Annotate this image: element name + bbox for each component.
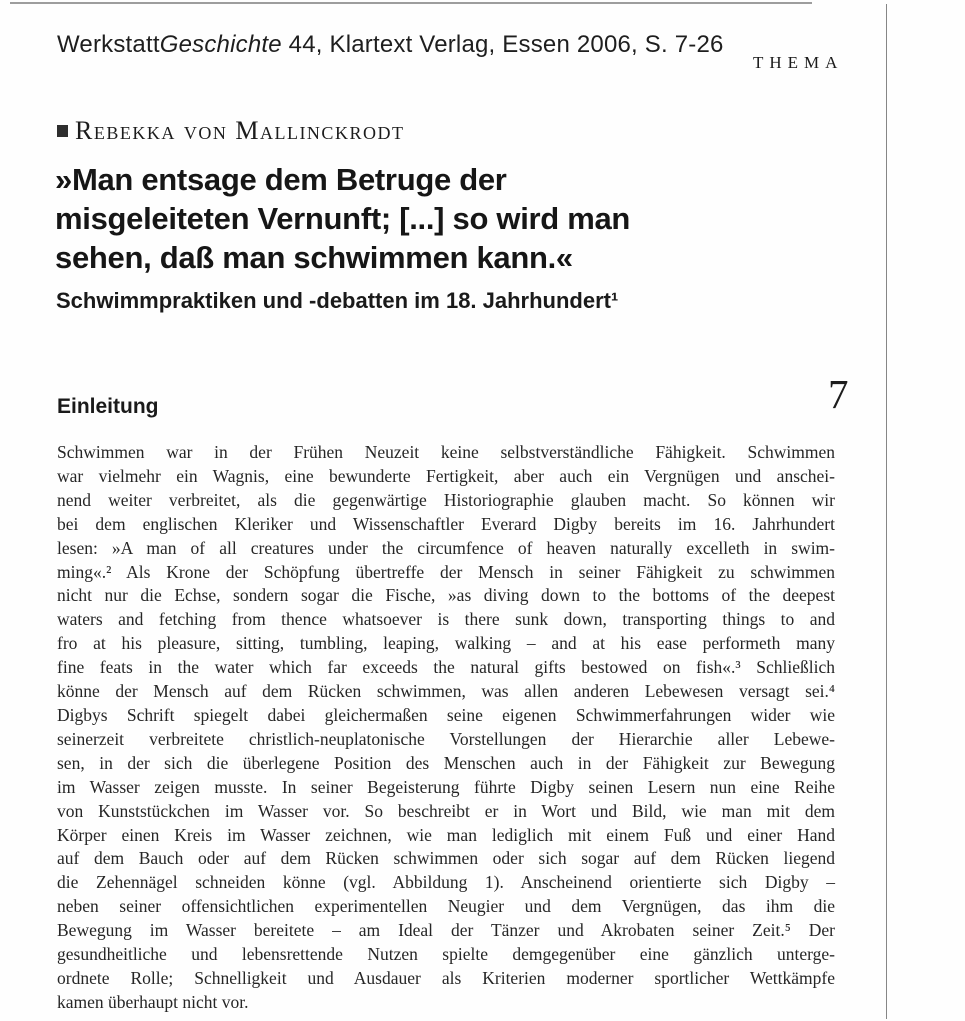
body-text-line: nicht nur die Echse, sondern sogar die Fische, »as diving down to the bottoms of the deepest: [57, 585, 835, 606]
right-vertical-rule: [886, 4, 887, 1019]
body-text-line: ordnete Rolle; Schnelligkeit und Ausdauer als Kriterien moderner sportlicher Wettkämpfe: [57, 967, 835, 988]
body-text-line: Schwimmen war in der Frühen Neuzeit keine selbstverständliche Fähigkeit. Schwimmen: [57, 442, 835, 462]
body-text-line: nend weiter verbreitet, als die gegenwärtige Historiographie glauben macht. So können wir: [57, 489, 835, 510]
article-title-line: sehen, daß man schwimmen kann.«: [55, 240, 573, 275]
section-heading-einleitung: Einleitung: [57, 395, 159, 418]
body-text-line: Bewegung im Wasser bereitete – am Ideal der Tänzer und Akrobaten seiner Zeit.⁵ Der: [57, 920, 835, 941]
body-text-line: Digbys Schrift spiegelt dabei gleichermaßen seine eigenen Schwimmerfahrungen wider wie: [57, 704, 835, 725]
journal-citation: [57, 31, 724, 59]
body-text-line: sen, in der sich die überlegene Position des Menschen auch in der Fähigkeit zur Bewegung: [57, 752, 835, 773]
body-text-line: gesundheitliche und lebensrettende Nutzen spielte demgegenüber eine gänzlich unterge-: [57, 944, 835, 965]
article-title-line: misgeleiteten Vernunft; [...] so wird man: [55, 201, 631, 236]
article-title: [55, 160, 630, 277]
body-text-line: seinerzeit verbreitete christlich-neuplatonische Vorstellungen der Hierarchie aller Lebewe-: [57, 728, 835, 749]
body-text-line: Körper einen Kreis im Wasser zeichnen, wie man lediglich mit einem Fuß und einer Hand: [57, 824, 835, 845]
body-text-line: kamen überhaupt nicht vor.: [57, 991, 249, 1012]
journal-citation-italic: Geschichte: [159, 31, 282, 58]
body-text-line: lesen: »A man of all creatures under the circumfence of heaven naturally excelleth in swim-: [57, 537, 835, 558]
body-text-line: fine feats in the water which far exceeds the natural gifts bestowed on fish«.³ Schließlich: [57, 657, 835, 678]
body-text-line: fro at his pleasure, sitting, tumbling, leaping, walking – and at his ease performeth many: [57, 633, 835, 654]
square-bullet-icon: [57, 125, 68, 137]
body-text-line: auf dem Bauch oder auf dem Rücken schwimmen oder sich sogar auf dem Rücken liegend: [57, 848, 835, 869]
body-text-line: ming«.² Als Krone der Schöpfung übertreffe der Mensch in seiner Fähigkeit zu schwimmen: [57, 561, 835, 582]
article-title-line: »Man entsage dem Betruge der: [55, 162, 507, 197]
body-text-line: im Wasser zeigen musste. In seiner Begeisterung führte Digby seinen Lesern nun eine Reihe: [57, 776, 835, 797]
body-text-line: war vielmehr ein Wagnis, eine bewunderte Fertigkeit, aber auch ein Vergnügen und anschei-: [57, 465, 835, 486]
article-subtitle: Schwimmpraktiken und -debatten im 18. Jahrhundert¹: [56, 288, 619, 313]
body-text-line: neben seiner offensichtlichen experimentellen Neugier und dem Vergnügen, das ihm die: [57, 896, 835, 917]
page-number: 7: [828, 371, 849, 417]
body-text-line: die Zehennägel schneiden könne (vgl. Abbildung 1). Anscheinend orientierte sich Digby –: [57, 872, 835, 893]
journal-citation-part1: Werkstatt: [57, 31, 160, 58]
body-text-line: von Kunststückchen im Wasser vor. So beschreibt er in Wort und Bild, wie man mit dem: [57, 800, 835, 821]
introduction-paragraph: [57, 441, 835, 1015]
body-text-line: könne der Mensch auf dem Rücken schwimmen, was allen anderen Lebewesen versagt sei.⁴: [57, 681, 835, 702]
author-name: Rebekka von Mallinckrodt: [75, 116, 405, 145]
author-line: [57, 116, 404, 146]
body-text-line: waters and fetching from thence whatsoever is there sunk down, transporting things to and: [57, 609, 835, 630]
section-label-thema: THEMA: [753, 53, 844, 72]
journal-citation-part3: 44, Klartext Verlag, Essen 2006, S. 7-26: [281, 31, 724, 58]
body-text-line: bei dem englischen Kleriker und Wissenschaftler Everard Digby bereits im 16. Jahrhundert: [57, 513, 835, 534]
top-horizontal-rule: [10, 2, 812, 4]
